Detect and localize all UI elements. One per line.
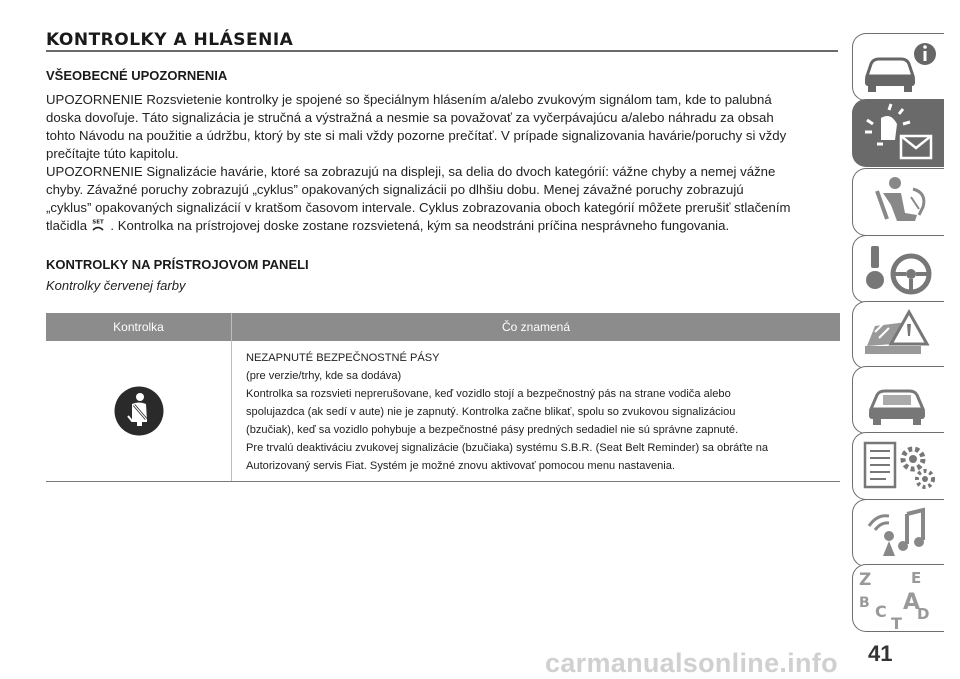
column-header-meaning: Čo znamená [501,320,571,334]
icon-cell [46,341,232,481]
index-letter: D [917,605,930,623]
text-line [46,217,840,235]
description-line: Pre trvalú deaktiváciu zvukovej signalizácie (bzučiaka) systému S.B.R. (Seat Belt Reminder) sa obráťte na [246,442,769,454]
set-button-icon [91,218,105,232]
index-letter: A [903,590,921,615]
car-emergency-icon [853,302,945,370]
table-row [46,341,840,482]
sidebar-tab-index[interactable] [852,564,944,632]
sidebar-tab-safety[interactable] [852,168,944,236]
description-cell [232,341,840,481]
text-line: doska dovoľuje. Táto signalizácia je stručná a výstražná a nesmie sa považovať za vyčerpávajúcu a/alebo náhradu za obsah [46,110,774,125]
watermark: carmanualsonline.info [545,648,838,678]
alphabetical-index-icon [853,565,945,633]
sidebar-tab-specs[interactable] [852,432,944,500]
sidebar-tab-service[interactable] [852,366,944,434]
text-line: UPOZORNENIE Signalizácie havárie, ktoré sa zobrazujú na displeji, sa delia do dvoch kategórií: vážne chyby a nemej vážne [46,164,776,179]
sidebar-tab-warning-lights[interactable] [852,99,944,167]
paragraph-1 [46,91,840,163]
page-title: KONTROLKY A HLÁSENIA [46,30,294,50]
warning-lights-table [46,313,840,482]
sidebar-tab-emergency[interactable] [852,301,944,369]
sidebar-tab-multimedia[interactable] [852,499,944,567]
paragraph-2 [46,163,840,235]
description-line: spolujazdca (ak sedí v aute) nie je zapnutý. Kontrolka začne blikať, spolu so zvukovou signalizáciou [246,406,736,418]
index-letter: E [911,569,922,587]
description-line: NEZAPNUTÉ BEZPEČNOSTNÉ PÁSY [246,352,440,364]
seat-airbag-icon [853,169,945,237]
index-letter: T [891,614,902,633]
text-fragment: tlačidla [46,218,88,233]
specs-gears-icon [853,433,945,501]
text-line: prečítajte túto kapitolu. [46,146,179,161]
index-letter: C [875,602,887,621]
title-rule [46,50,838,52]
text-line: chyby. Závažné poruchy zobrazujú „cyklus” opakovaných signalizácii po dlhšiu dobu. Menej závažné poruchy zobrazujú [46,182,744,197]
index-letter: Z [859,570,872,590]
subheading-red-lights: Kontrolky červenej farby [46,278,186,293]
sidebar-tab-starting[interactable] [852,235,944,303]
multimedia-icon [853,500,945,568]
page-number: 41 [868,641,893,666]
description-line: Kontrolka sa rozsvieti neprerušovane, keď vozidlo stojí a bezpečnostný pás na strane vodiča alebo [246,388,731,400]
table-header [46,313,840,341]
description-line: (pre verzie/trhy, kde sa dodáva) [246,370,402,382]
index-letter: B [859,595,870,611]
set-icon-label: SET [91,219,104,226]
text-line: tohto Návodu na použitie a údržbu, ktorý by ste si mali vždy pozorne prečítať. V prípade signalizovania havárie/poruchy si vždy [46,128,787,143]
text-line: UPOZORNENIE Rozsvietenie kontrolky je spojené so špeciálnym hlásením a/alebo zvukovým signálom tam, kde to palubná [46,92,772,107]
car-info-icon [853,34,945,102]
section-heading-panel: KONTROLKY NA PRÍSTROJOVOM PANELI [46,257,309,272]
description-line: (bzučiak), keď sa vozidlo pohybuje a bezpečnostné pásy predných sedadiel nie sú správne zapnuté. [246,424,739,436]
key-steering-wheel-icon [853,236,945,304]
section-heading-general: VŠEOBECNÉ UPOZORNENIA [46,68,228,83]
warning-light-message-icon [853,100,945,168]
car-service-icon [853,367,945,435]
sidebar-tab-car-info[interactable] [852,33,944,101]
text-line: „cyklus” opakovaných signalizácií v kratšom časovom intervale. Cyklus zobrazovania oboch kategórií môžete prerušiť stlačením [46,200,791,215]
column-header-light: Kontrolka [46,313,232,341]
description-line: Autorizovaný servis Fiat. Systém je možné znovu aktivovať pomocou menu nastavenia. [246,460,676,472]
text-fragment: . Kontrolka na prístrojovej doske zostane rozsvietená, kým sa neodstráni príčina nesprávneho fungovania. [110,218,730,233]
seatbelt-warning-icon [113,385,165,437]
